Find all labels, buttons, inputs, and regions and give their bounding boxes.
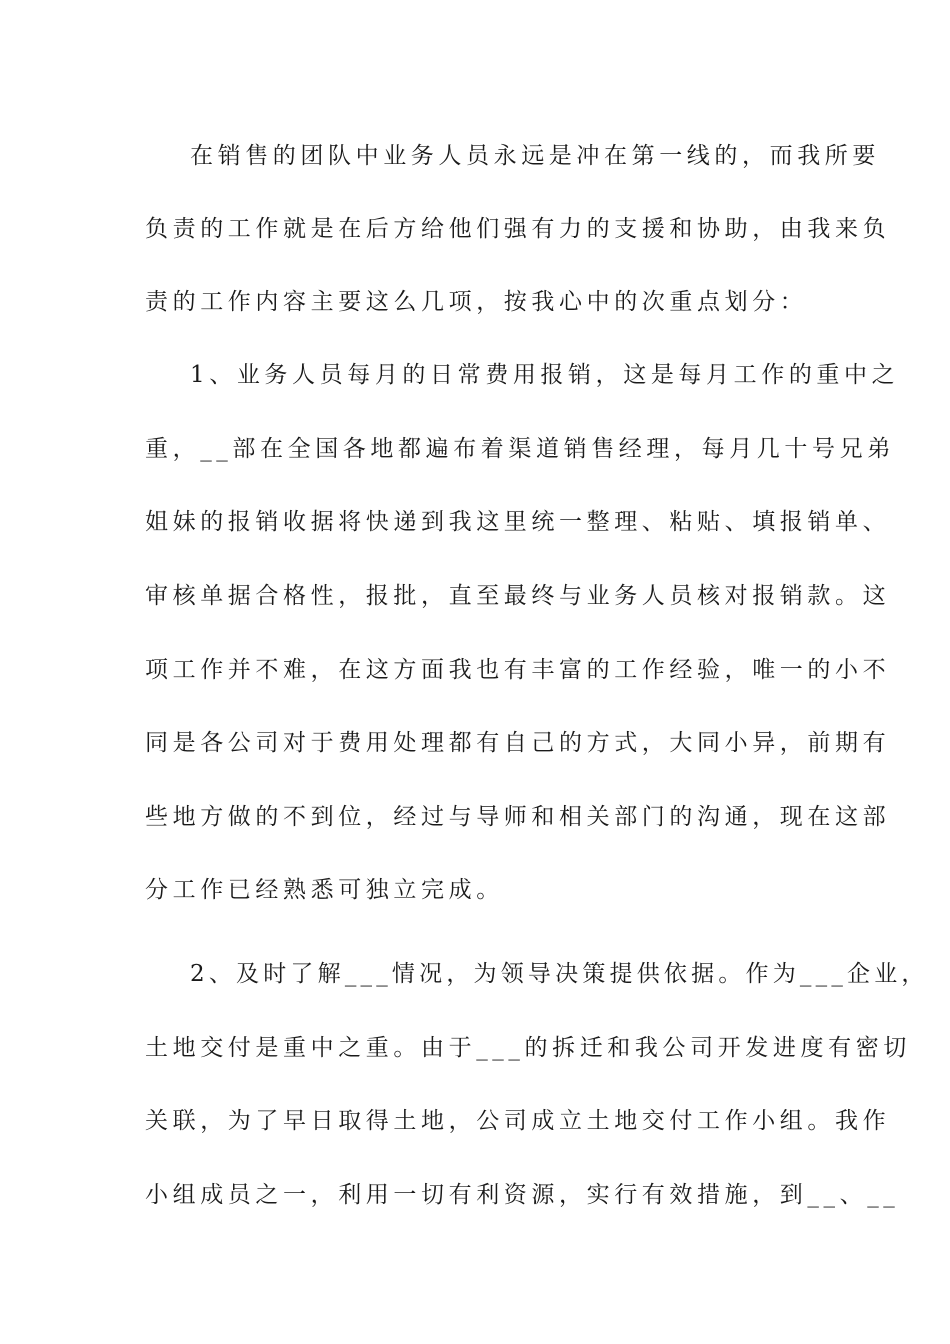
paragraph-line: 同是各公司对于费用处理都有自己的方式，大同小异，前期有 [145, 730, 891, 756]
paragraph-line: 1、业务人员每月的日常费用报销，这是每月工作的重中之 [190, 362, 900, 388]
paragraph-line: 审核单据合格性，报批，直至最终与业务人员核对报销款。这 [145, 583, 891, 609]
paragraph-line: 重，__部在全国各地都遍布着渠道销售经理，每月几十号兄弟 [145, 436, 895, 462]
paragraph-line: 姐妹的报销收据将快递到我这里统一整理、粘贴、填报销单、 [145, 509, 891, 535]
paragraph-line: 关联，为了早日取得土地，公司成立土地交付工作小组。我作 [145, 1108, 891, 1134]
paragraph-line: 小组成员之一，利用一切有利资源，实行有效措施，到__、__ [145, 1182, 900, 1208]
paragraph-line: 负责的工作就是在后方给他们强有力的支援和协助，由我来负 [145, 216, 891, 242]
paragraph-line: 在销售的团队中业务人员永远是冲在第一线的，而我所要 [190, 143, 880, 169]
paragraph-line: 土地交付是重中之重。由于___的拆迁和我公司开发进度有密切 [145, 1035, 911, 1061]
paragraph-line: 责的工作内容主要这么几项，按我心中的次重点划分： [145, 289, 808, 315]
paragraph-line: 2、及时了解___情况，为领导决策提供依据。作为___企业， [190, 961, 929, 987]
paragraph-line: 分工作已经熟悉可独立完成。 [145, 877, 504, 903]
paragraph-line: 些地方做的不到位，经过与导师和相关部门的沟通，现在这部 [145, 804, 891, 830]
paragraph-line: 项工作并不难，在这方面我也有丰富的工作经验，唯一的小不 [145, 657, 891, 683]
